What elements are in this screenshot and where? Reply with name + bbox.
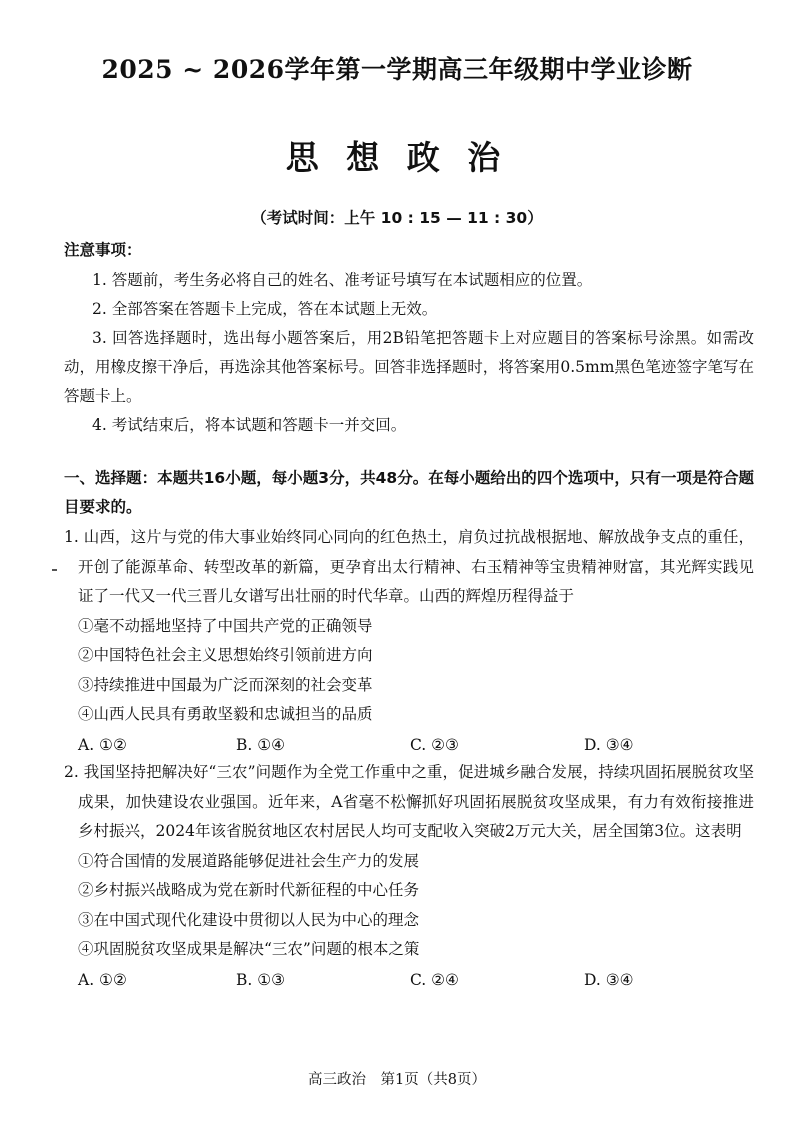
exam-title: 2025 ~ 2026学年第一学期高三年级期中学业诊断 (101, 55, 693, 84)
question-options (64, 730, 754, 760)
notice-heading: 注意事项： (64, 241, 142, 259)
question-statement: ③在中国式现代化建设中贯彻以人民为中心的理念 (78, 910, 420, 929)
notice-item: 2. 全部答案在答题卡上完成，答在本试题上无效。 (92, 300, 438, 318)
option-d: D. ③④ (584, 970, 634, 989)
question-statement: ②中国特色社会主义思想始终引领前进方向 (78, 646, 373, 664)
subject-title: 思 想 政 治 (285, 138, 509, 177)
question-statement: ④山西人民具有勇敢坚毅和忠诚担当的品质 (78, 705, 373, 723)
option-c: C. ②③ (410, 735, 459, 754)
question-2 (64, 758, 754, 995)
notice-item: 1. 答题前，考生务必将自己的姓名、准考证号填写在本试题相应的位置。 (92, 271, 593, 289)
question-statement: ①毫不动摇地坚持了中国共产党的正确领导 (78, 616, 373, 635)
question-1 (64, 523, 754, 760)
option-a: A. ①② (78, 735, 127, 754)
question-statement: ①符合国情的发展道路能够促进社会生产力的发展 (78, 851, 420, 870)
page-footer: 高三政治 第1页（共8页） (308, 1072, 486, 1088)
question-stem: 1. 山西，这片与党的伟大事业始终同心同向的红色热土，肩负过抗战根据地、解放战争支点的重任，开创了能源革命、转型改革的新篇，更孕育出太行精神、右玉精神等宝贵精神财富，其光辉实践见证了一代又一代三晋儿女谱写出壮丽的时代华章。山西的辉煌历程得益于 (64, 528, 754, 605)
notice-item: 4. 考试结束后，将本试题和答题卡一并交回。 (92, 416, 407, 434)
section-heading: 一、选择题：本题共16小题，每小题3分，共48分。在每小题给出的四个选项中，只有一项是符合题目要求的。 (64, 469, 754, 516)
question-stem: 2. 我国坚持把解决好“三农”问题作为全党工作重中之重，促进城乡融合发展，持续巩固拓展脱贫攻坚成果，加快建设农业强国。近年来，A省毫不松懈抓好巩固拓展脱贫攻坚成果，有力有效衔接推进乡村振兴，2024年该省脱贫地区农村居民人均可支配收入突破2万元大关，居全国第3位。这表明 (64, 763, 754, 840)
question-statement: ②乡村振兴战略成为党在新时代新征程的中心任务 (78, 881, 420, 899)
option-a: A. ①② (78, 970, 127, 989)
exam-time: （考试时间：上午 10 : 15 — 11 : 30） (251, 209, 543, 227)
scan-mark (52, 569, 57, 571)
notice-item: 3. 回答选择题时，选出每小题答案后，用2B铅笔把答题卡上对应题目的答案标号涂黑。如需改动，用橡皮擦干净后，再选涂其他答案标号。回答非选择题时，将答案用0.5mm黑色笔迹签字笔写在答题卡上。 (64, 329, 754, 405)
option-d: D. ③④ (584, 735, 634, 754)
option-c: C. ②④ (410, 970, 459, 989)
question-statement: ③持续推进中国最为广泛而深刻的社会变革 (78, 675, 373, 694)
option-b: B. ①③ (236, 970, 286, 989)
notice-list (64, 266, 754, 440)
option-b: B. ①④ (236, 735, 286, 754)
question-statement: ④巩固脱贫攻坚成果是解决“三农”问题的根本之策 (78, 940, 420, 958)
question-options (64, 965, 754, 995)
